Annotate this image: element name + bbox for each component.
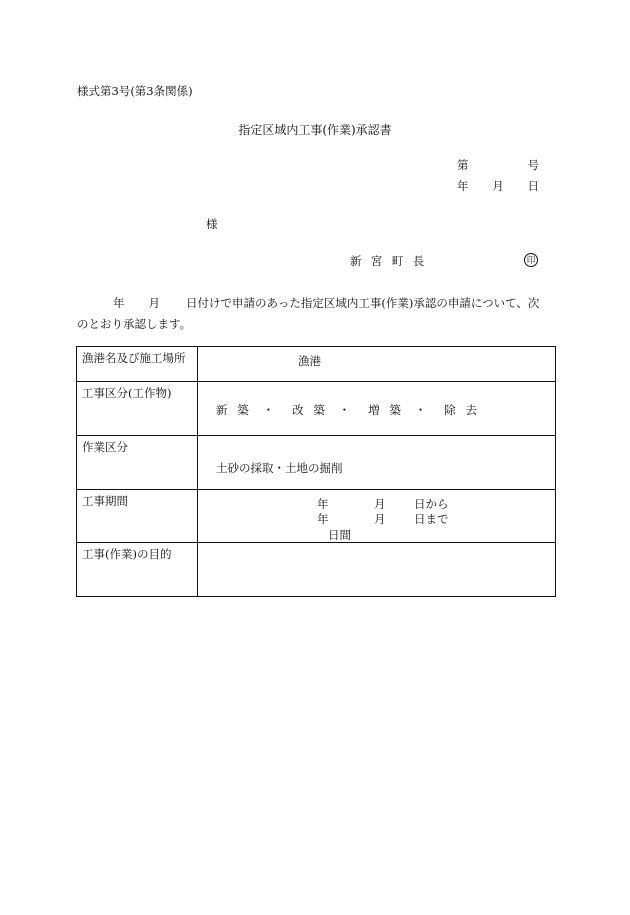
approval-statement: [77, 293, 555, 335]
period-from-year: 年: [317, 497, 329, 511]
form-number: 様式第3号(第3条関係): [77, 84, 193, 98]
table-row: [77, 347, 556, 382]
separator: ・: [414, 403, 427, 417]
statement-text: 日付けで申請のあった指定区域内工事(作業)承認の申請について、次: [186, 296, 540, 310]
option-rebuild: 改築: [292, 403, 335, 417]
option-extend: 増築: [368, 403, 411, 417]
separator: ・: [262, 403, 275, 417]
document-title: 指定区域内工事(作業)承認書: [238, 123, 392, 137]
approval-details-table: [76, 346, 556, 597]
option-new: 新築: [216, 403, 259, 417]
period-days: 日間: [328, 528, 351, 542]
period-to: [317, 511, 449, 527]
ref-suffix: 号: [527, 158, 539, 172]
label-port-location: 漁港名及び施工場所: [77, 347, 198, 382]
construction-type-options: [216, 402, 487, 418]
statement-line-2: のとおり承認します。: [77, 317, 192, 331]
period-to-day: 日まで: [414, 512, 449, 526]
option-remove: 除去: [444, 403, 487, 417]
work-type-text: 土砂の採取・土地の掘削: [216, 461, 343, 475]
period-to-year: 年: [317, 512, 329, 526]
period-from: [317, 496, 449, 512]
ref-prefix: 第: [457, 158, 469, 172]
port-suffix: 漁港: [298, 354, 321, 368]
statement-month: 月: [148, 296, 160, 310]
table-row: [77, 543, 556, 597]
value-period: [198, 490, 556, 543]
date-day: 日: [527, 179, 539, 193]
label-work-type: 作業区分: [77, 436, 198, 490]
date-year: 年: [457, 179, 469, 193]
table-row: [77, 436, 556, 490]
statement-year: 年: [113, 296, 125, 310]
reference-number: [457, 160, 539, 172]
separator: ・: [338, 403, 351, 417]
value-construction-type: [198, 382, 556, 436]
table-row: [77, 490, 556, 543]
value-work-type: [198, 436, 556, 490]
label-period: 工事期間: [77, 490, 198, 543]
date-month: 月: [492, 179, 504, 193]
period-from-day: 日から: [414, 497, 449, 511]
value-purpose: [198, 543, 556, 597]
addressee: 様: [206, 217, 218, 231]
period-from-month: 月: [374, 497, 386, 511]
value-port-location: [198, 347, 556, 382]
table-row: [77, 382, 556, 436]
period-to-month: 月: [374, 512, 386, 526]
statement-line-1: [77, 293, 555, 314]
issue-date: [457, 181, 539, 193]
issuer-name: 新 宮 町 長: [350, 254, 428, 268]
label-construction-type: 工事区分(工作物): [77, 382, 198, 436]
seal-mark: 印: [524, 253, 538, 267]
label-purpose: 工事(作業)の目的: [77, 543, 198, 597]
